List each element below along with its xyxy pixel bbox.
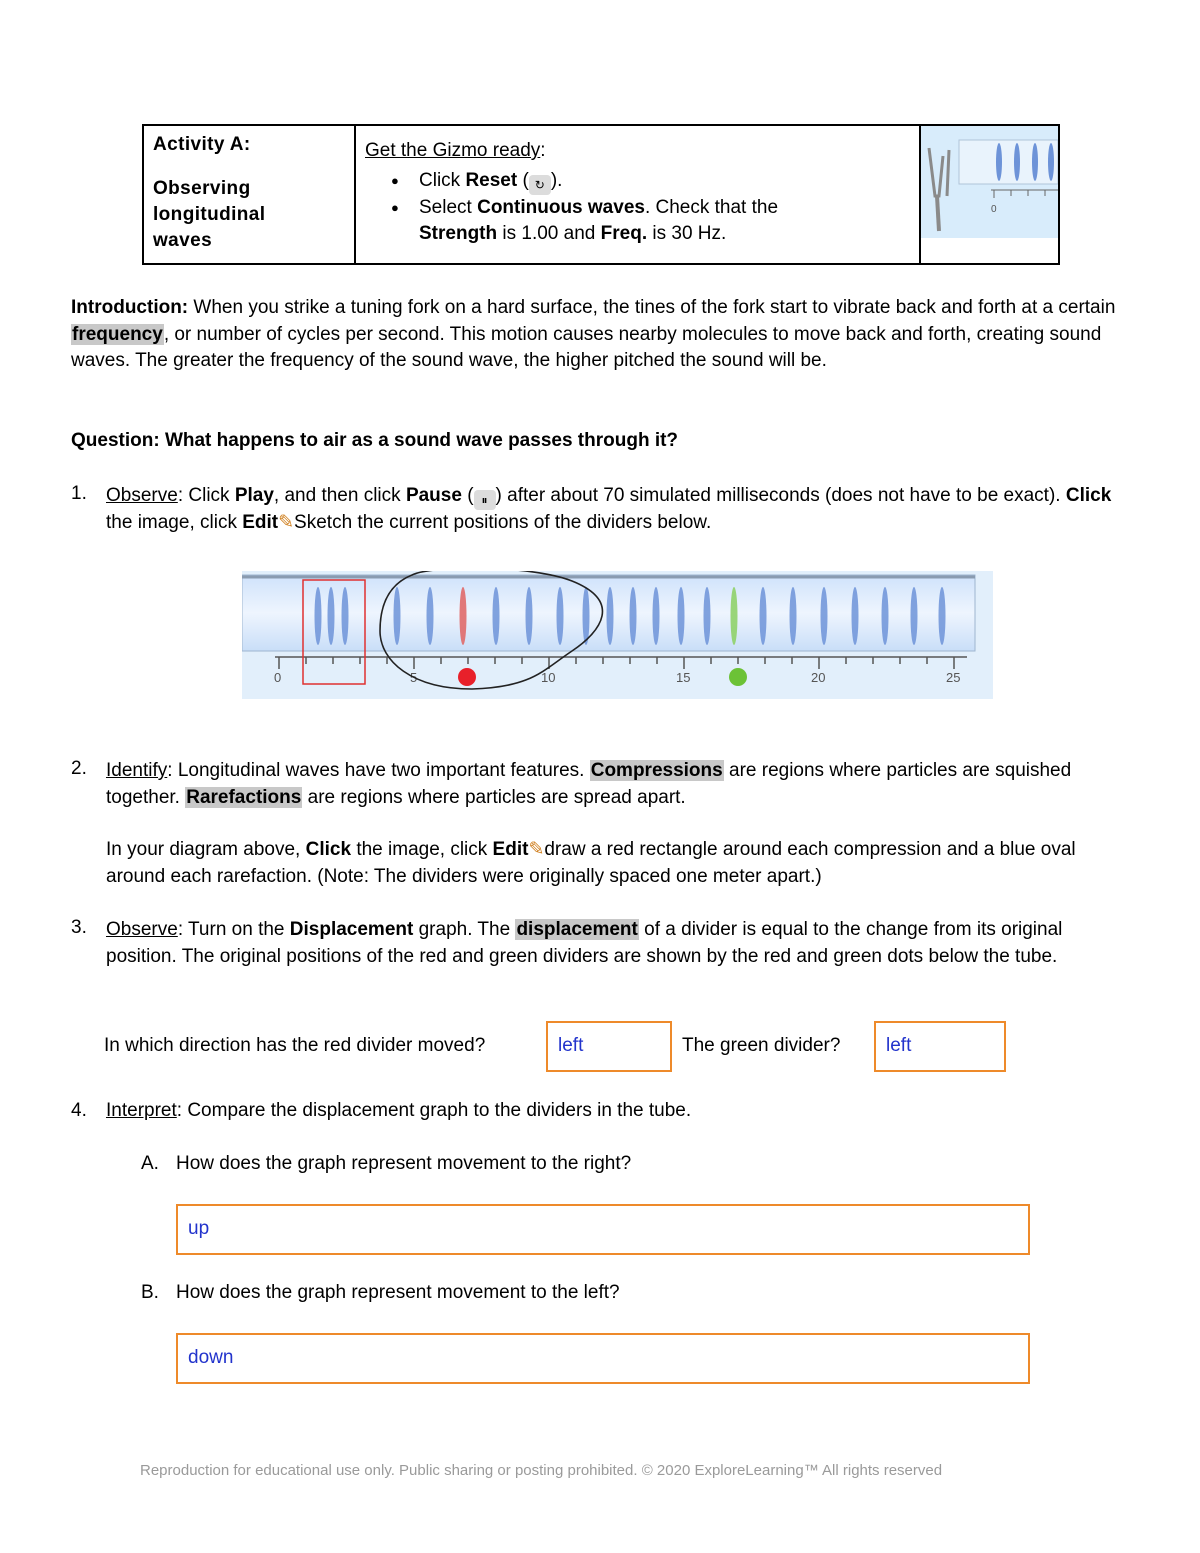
- tick-label: 15: [676, 670, 691, 685]
- svg-text:0: 0: [991, 204, 997, 215]
- divider: [653, 587, 660, 645]
- divider: [939, 587, 946, 645]
- activity-title-line2: longitudinal: [153, 204, 266, 225]
- reset-icon: ↻: [529, 175, 551, 195]
- divider: [911, 587, 918, 645]
- pencil-icon: ✎: [528, 839, 545, 860]
- q2-number: 2.: [71, 758, 87, 779]
- green-direction-question: The green divider?: [682, 1035, 841, 1056]
- divider: [557, 587, 564, 645]
- divider: [583, 587, 590, 645]
- divider: [315, 587, 322, 645]
- divider: [821, 587, 828, 645]
- red-origin-dot: [458, 668, 476, 686]
- divider: [790, 587, 797, 645]
- q3-text: Observe: Turn on the Displacement graph. The displacement of a divider is equal to the change from its original position. The original positions of the red and green dividers are shown by the red and green dots below the tube.: [106, 919, 1063, 967]
- wave-tube-diagram[interactable]: [242, 571, 993, 699]
- red-divider: [460, 587, 467, 645]
- q4-number: 4.: [71, 1100, 87, 1121]
- tick-label: 10: [541, 670, 556, 685]
- divider: [760, 587, 767, 645]
- divider: [427, 587, 434, 645]
- divider: [678, 587, 685, 645]
- green-divider: [731, 587, 738, 645]
- green-direction-answer[interactable]: left: [874, 1021, 1006, 1072]
- term-displacement: displacement: [516, 919, 638, 940]
- pencil-icon: ✎: [278, 512, 295, 533]
- question-heading: Question: What happens to air as a sound wave passes through it?: [71, 430, 679, 451]
- q1-number: 1.: [71, 483, 87, 504]
- term-frequency: frequency: [72, 323, 163, 345]
- green-origin-dot: [729, 668, 747, 686]
- red-direction-question: In which direction has the red divider moved?: [104, 1035, 486, 1056]
- activity-title-line3: waves: [153, 230, 213, 251]
- ready-title: Get the Gizmo ready: [365, 140, 541, 161]
- q4b-text: How does the graph represent movement to the left?: [176, 1282, 620, 1303]
- divider: [852, 587, 859, 645]
- activity-label: Activity A:: [153, 134, 251, 155]
- divider: [630, 587, 637, 645]
- q4-text: Interpret: Compare the displacement graph to the dividers in the tube.: [106, 1100, 692, 1121]
- q4b-label: B.: [141, 1282, 159, 1303]
- gizmo-thumbnail: [921, 126, 1058, 238]
- q4a-label: A.: [141, 1153, 159, 1174]
- red-direction-answer[interactable]: left: [546, 1021, 672, 1072]
- term-rarefactions: Rarefactions: [186, 786, 302, 808]
- q2-text: Identify: Longitudinal waves have two important features. Compressions are regions where particles are squished together. Rarefactions are regions where particles are spread apart.: [106, 760, 1072, 808]
- gizmo-setup-cell: Get the Gizmo ready: ● Click Reset ( ↻ ). ● Select Continuous waves. Check that the Strength is 1.00 and Freq. is 30 Hz.: [356, 126, 921, 263]
- q4a-answer[interactable]: up: [176, 1204, 1030, 1255]
- setup-bullet-continuous: ● Select Continuous waves. Check that the: [365, 195, 910, 221]
- q4a-text: How does the graph represent movement to the right?: [176, 1153, 632, 1174]
- divider: [607, 587, 614, 645]
- footer-copyright: Reproduction for educational use only. Public sharing or posting prohibited. © 2020 ExploreLearning™ All rights reserved: [140, 1462, 943, 1479]
- activity-header-table: [142, 124, 1060, 265]
- divider: [882, 587, 889, 645]
- divider: [394, 587, 401, 645]
- activity-title-cell: [144, 126, 356, 263]
- setup-bullet-reset: ● Click Reset ( ↻ ).: [365, 168, 910, 195]
- divider: [526, 587, 533, 645]
- tick-label: 0: [274, 670, 282, 685]
- q4b-answer[interactable]: down: [176, 1333, 1030, 1384]
- divider: [328, 587, 335, 645]
- term-compressions: Compressions: [590, 760, 723, 781]
- tick-label: 5: [410, 670, 418, 685]
- gizmo-thumbnail-cell: [921, 126, 1058, 263]
- divider: [493, 587, 500, 645]
- q2-instructions: In your diagram above, Click the image, click Edit✎draw a red rectangle around each compression and a blue oval around each rarefaction. (Note: The dividers were originally spaced one meter apart.): [106, 839, 1076, 887]
- pause-icon: ⏸: [474, 490, 496, 510]
- setup-bullet-strength: Strength is 1.00 and Freq. is 30 Hz.: [419, 223, 727, 244]
- introduction-paragraph: Introduction: When you strike a tuning fork on a hard surface, the tines of the fork start to vibrate back and forth at a certain frequency, or number of cycles per second. This motion causes nearby molecules to move back and forth, creating sound waves. The greater the frequency of the sound wave, the higher pitched the sound will be.: [71, 297, 1116, 371]
- tick-label: 25: [946, 670, 961, 685]
- divider: [342, 587, 349, 645]
- q3-number: 3.: [71, 917, 87, 938]
- divider: [704, 587, 711, 645]
- activity-title-line1: Observing: [153, 178, 251, 199]
- q1-text: Observe: Click Play, and then click Pause ( ⏸ ) after about 70 simulated milliseconds (does not have to be exact). Click the image, click Edit✎Sketch the current positions of the dividers below.: [106, 483, 1136, 537]
- tick-label: 20: [811, 670, 826, 685]
